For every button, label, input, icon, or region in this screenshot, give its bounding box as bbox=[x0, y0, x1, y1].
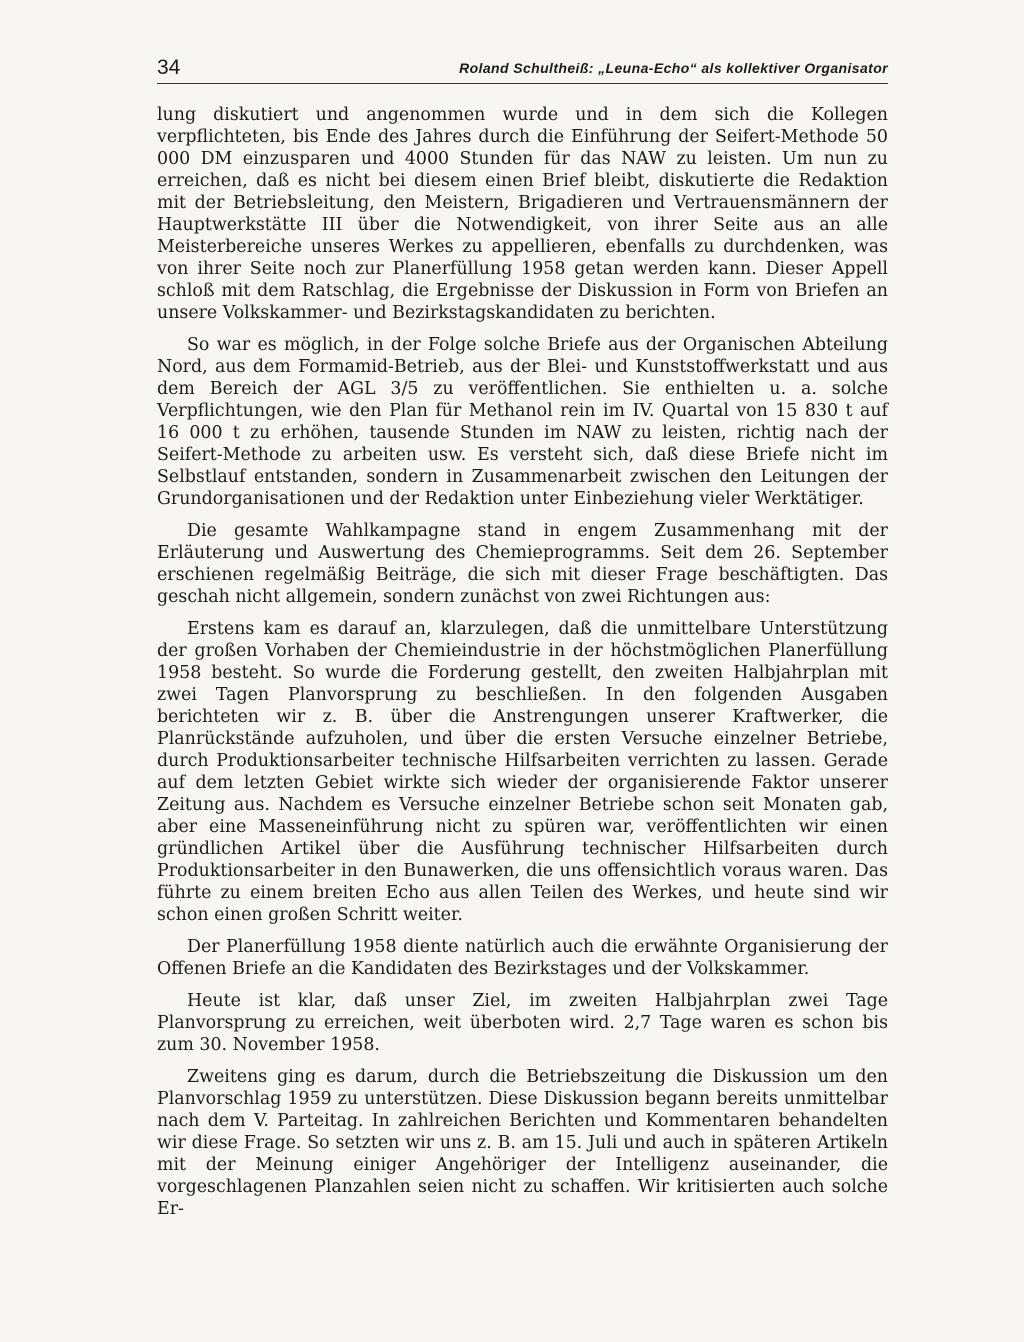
page-header bbox=[157, 54, 888, 82]
paragraph: Heute ist klar, daß unser Ziel, im zweiten Halbjahrplan zwei Tage Planvorsprung zu erreichen, weit überboten wird. 2,7 Tage waren es schon bis zum 30. November 1958. bbox=[157, 991, 888, 1055]
paragraph: So war es möglich, in der Folge solche Briefe aus der Organischen Abteilung Nord, aus dem Formamid-Betrieb, aus der Blei- und Kunststoffwerkstatt und aus dem Bereich der AGL 3/5 zu veröffentlichen. Sie enthielten u. a. solche Verpflichtungen, wie den Plan für Methanol rein im IV. Quartal von 15 830 t auf 16 000 t zu erhöhen, tausende Stunden im NAW zu leisten, richtig nach der Seifert-Methode zu arbeiten usw. Es versteht sich, daß diese Briefe nicht im Selbstlauf entstanden, sondern in Zusammenarbeit zwischen den Leitungen der Grundorganisationen und der Redaktion unter Einbeziehung vieler Werktätiger. bbox=[157, 335, 888, 509]
paragraph: lung diskutiert und angenommen wurde und in dem sich die Kollegen verpflichteten, bis Ende des Jahres durch die Einführung der Seifert-Methode 50 000 DM einzusparen und 4000 Stunden für das NAW zu leisten. Um nun zu erreichen, daß es nicht bei diesem einen Brief bleibt, diskutierte die Redaktion mit der Betriebsleitung, den Meistern, Brigadieren und Vertrauensmännern der Hauptwerkstätte III über die Notwendigkeit, von ihrer Seite aus an alle Meisterbereiche unseres Werkes zu appellieren, ebenfalls zu durchdenken, was von ihrer Seite noch zur Planerfüllung 1958 getan werden kann. Dieser Appell schloß mit dem Ratschlag, die Ergebnisse der Diskussion in Form von Briefen an unsere Volkskammer- und Bezirkstagskandidaten zu berichten. bbox=[157, 105, 888, 323]
paragraph: Die gesamte Wahlkampagne stand in engem Zusammenhang mit der Erläuterung und Auswertung des Chemieprogramms. Seit dem 26. September erschienen regelmäßig Beiträge, die sich mit dieser Frage beschäftigten. Das geschah nicht allgemein, sondern zunächst von zwei Richtungen aus: bbox=[157, 521, 888, 607]
running-title: Roland Schultheiß: „Leuna-Echo“ als kollektiver Organisator bbox=[459, 60, 888, 76]
paragraph: Der Planerfüllung 1958 diente natürlich auch die erwähnte Organisierung der Offenen Briefe an die Kandidaten des Bezirkstages und der Volkskammer. bbox=[157, 937, 888, 979]
page-number: 34 bbox=[157, 56, 181, 79]
header-rule bbox=[157, 83, 888, 84]
paragraph: Zweitens ging es darum, durch die Betriebszeitung die Diskussion um den Planvorschlag 1959 zu unterstützen. Diese Diskussion begann bereits unmittelbar nach dem V. Parteitag. In zahlreichen Berichten und Kommentaren behandelten wir diese Frage. So setzten wir uns z. B. am 15. Juli und auch in späteren Artikeln mit der Meinung einiger Angehöriger der Intelligenz auseinander, die vorgeschlagenen Planzahlen seien nicht zu schaffen. Wir kritisierten auch solche Er- bbox=[157, 1067, 888, 1219]
paragraph: Erstens kam es darauf an, klarzulegen, daß die unmittelbare Unterstützung der großen Vorhaben der Chemieindustrie in der höchstmöglichen Planerfüllung 1958 besteht. So wurde die Forderung gestellt, den zweiten Halbjahrplan mit zwei Tagen Planvorsprung zu beschließen. In den folgenden Ausgaben berichteten wir z. B. über die Anstrengungen unserer Kraftwerker, die Planrückstände aufzuholen, und über die ersten Versuche einzelner Betriebe, durch Produktionsarbeiter technische Hilfsarbeiten verrichten zu lassen. Gerade auf dem letzten Gebiet wirkte sich wieder der organisierende Faktor unserer Zeitung aus. Nachdem es Versuche einzelner Betriebe schon seit Monaten gab, aber eine Masseneinführung nicht zu spüren war, veröffentlichten wir einen gründlichen Artikel über die Ausführung technischer Hilfsarbeiten durch Produktionsarbeiter in den Bunawerken, die uns offensichtlich voraus waren. Das führte zu einem breiten Echo aus allen Teilen des Werkes, und heute sind wir schon einen großen Schritt weiter. bbox=[157, 619, 888, 925]
body-text bbox=[157, 104, 888, 1230]
